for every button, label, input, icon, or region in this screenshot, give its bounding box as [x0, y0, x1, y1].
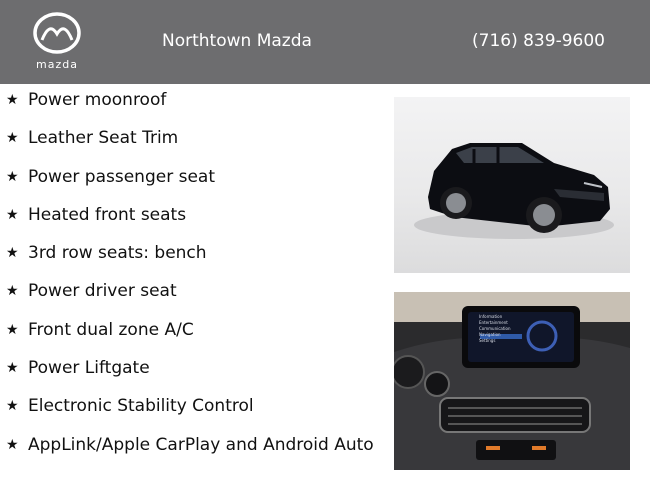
brand-wordmark: mazda: [36, 58, 78, 71]
feature-label: Power driver seat: [28, 281, 177, 302]
list-item: [6, 167, 376, 187]
feature-list: [6, 90, 376, 473]
list-item: [6, 358, 376, 378]
mazda-logo[interactable]: [22, 10, 92, 76]
vehicle-exterior-photo[interactable]: [394, 97, 630, 273]
star-icon: ★: [6, 283, 19, 300]
list-item: [6, 320, 376, 340]
feature-label: Power Liftgate: [28, 358, 150, 379]
list-item: [6, 128, 376, 148]
star-icon: ★: [6, 436, 19, 453]
list-item: [6, 205, 376, 225]
vehicle-interior-photo[interactable]: [394, 292, 630, 470]
menu-item: Navigation: [479, 332, 501, 337]
feature-label: Electronic Stability Control: [28, 396, 254, 417]
star-icon: ★: [6, 168, 19, 185]
star-icon: ★: [6, 206, 19, 223]
feature-label: AppLink/Apple CarPlay and Android Auto: [28, 434, 374, 455]
list-item: [6, 435, 376, 455]
dealer-name: Northtown Mazda: [162, 31, 312, 51]
list-item: [6, 243, 376, 263]
menu-item: Entertainment: [479, 320, 508, 325]
feature-label: Power moonroof: [28, 90, 167, 110]
feature-label: 3rd row seats: bench: [28, 243, 207, 264]
star-icon: ★: [6, 130, 19, 147]
star-icon: ★: [6, 245, 19, 262]
star-icon: ★: [6, 360, 19, 377]
feature-label: Power passenger seat: [28, 166, 215, 187]
star-icon: ★: [6, 92, 19, 108]
list-item: [6, 396, 376, 416]
menu-item: Communication: [479, 326, 511, 331]
feature-label: Leather Seat Trim: [28, 128, 179, 149]
feature-label: Front dual zone A/C: [28, 319, 194, 340]
suv-exterior-image: [394, 97, 630, 273]
infotainment-menu: [479, 314, 539, 344]
mazda-logo-icon: [32, 10, 82, 56]
feature-label: Heated front seats: [28, 204, 187, 225]
list-item: [6, 90, 376, 110]
dealer-phone[interactable]: (716) 839-9600: [472, 31, 605, 51]
menu-item: Information: [479, 314, 503, 319]
list-item: [6, 281, 376, 301]
star-icon: ★: [6, 321, 19, 338]
star-icon: ★: [6, 398, 19, 415]
menu-item: Settings: [479, 338, 496, 343]
header-bar: [0, 0, 650, 84]
